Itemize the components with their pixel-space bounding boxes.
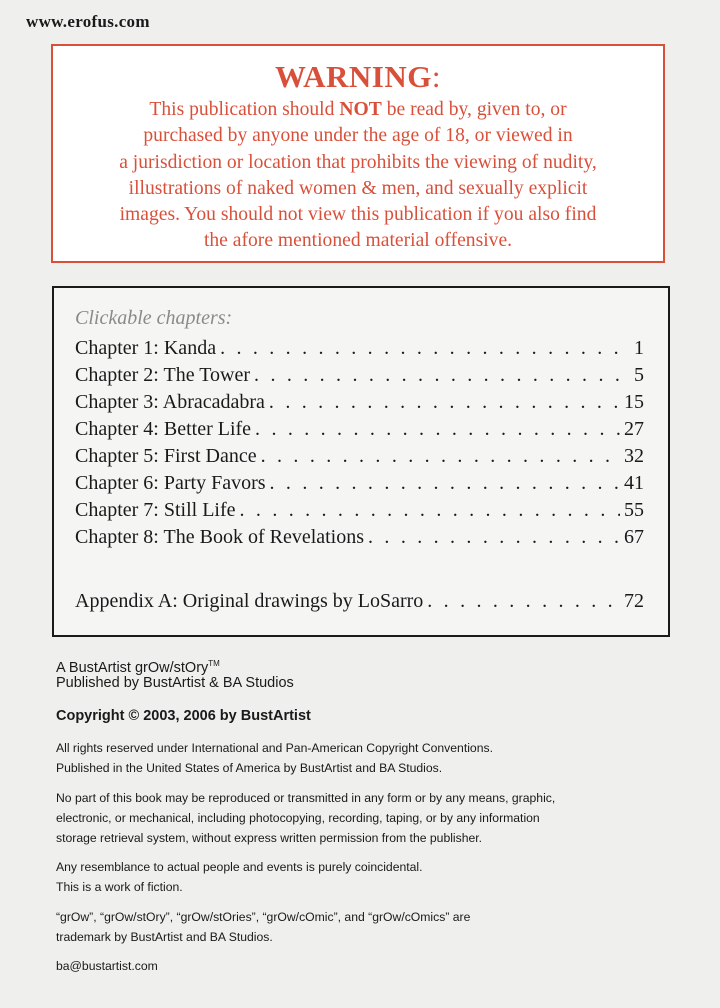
- toc-chapter-7-link[interactable]: [75, 499, 644, 522]
- toc-chapter-label: Chapter 2: The Tower: [75, 364, 251, 386]
- toc-chapter-label: Chapter 6: Party Favors: [75, 472, 266, 494]
- trademark-mark: TM: [208, 659, 220, 668]
- toc-leader-dots: [261, 445, 620, 468]
- toc-appendix-a-link[interactable]: [75, 590, 644, 613]
- warning-text: [53, 97, 663, 255]
- toc-chapter-4-link[interactable]: [75, 418, 644, 441]
- warning-line-1-bold: NOT: [339, 99, 382, 120]
- toc-leader-dots: [220, 337, 630, 360]
- toc-page-number: 55: [624, 499, 644, 521]
- warning-box: [51, 44, 665, 263]
- toc-appendix-label: Appendix A: Original drawings by LoSarro: [75, 590, 424, 612]
- reproduction-line-1: No part of this book may be reproduced or transmitted in any form or by any means, graphic,: [56, 791, 556, 805]
- toc-chapter-5-link[interactable]: [75, 445, 644, 468]
- toc-chapter-label: Chapter 3: Abracadabra: [75, 391, 265, 413]
- reproduction-line-3: storage retrieval system, without express written permission from the publisher.: [56, 831, 483, 845]
- warning-line-5: images. You should not view this publication if you also find: [119, 204, 597, 226]
- toc-page-number: 1: [634, 337, 644, 359]
- toc-leader-dots: [427, 590, 620, 613]
- toc-leader-dots: [270, 472, 620, 495]
- toc-leader-dots: [254, 364, 630, 387]
- warning-line-2: purchased by anyone under the age of 18, or viewed in: [143, 125, 573, 147]
- toc-leader-dots: [255, 418, 620, 441]
- warning-line-1-post: be read by, given to, or: [381, 99, 567, 120]
- warning-line-6: the afore mentioned material offensive.: [203, 230, 513, 252]
- toc-page-number: 41: [624, 472, 644, 494]
- warning-line-1: [53, 97, 663, 123]
- fiction-line-2: This is a work of fiction.: [56, 880, 183, 894]
- trademark-line-2: trademark by BustArtist and BA Studios.: [56, 930, 273, 944]
- toc-page-number: 15: [624, 391, 644, 413]
- toc-chapter-label: Chapter 7: Still Life: [75, 499, 236, 521]
- toc-chapter-label: Chapter 1: Kanda: [75, 337, 217, 359]
- toc-leader-dots: [269, 391, 620, 414]
- trademark-line-1: “grOw”, “grOw/stOry”, “grOw/stOries”, “grOw/cOmic”, and “grOw/cOmics” are: [56, 910, 471, 924]
- toc-chapter-2-link[interactable]: [75, 364, 644, 387]
- toc-chapter-label: Chapter 4: Better Life: [75, 418, 252, 440]
- toc-chapter-label: Chapter 8: The Book of Revelations: [75, 526, 365, 548]
- warning-title-text: WARNING: [275, 59, 432, 94]
- toc-leader-dots: [368, 526, 620, 549]
- table-of-contents: [52, 286, 670, 637]
- toc-chapter-3-link[interactable]: [75, 391, 644, 414]
- reproduction-line-2: electronic, or mechanical, including photocopying, recording, taping, or by any information: [56, 811, 540, 825]
- toc-page-number: 67: [624, 526, 644, 548]
- toc-chapter-1-link[interactable]: [75, 337, 644, 360]
- rights-line-1: All rights reserved under International and Pan-American Copyright Conventions.: [56, 741, 493, 755]
- toc-chapter-6-link[interactable]: [75, 472, 644, 495]
- warning-title-colon: :: [431, 59, 441, 94]
- toc-page-number: 72: [624, 590, 644, 612]
- toc-chapter-label: Chapter 5: First Dance: [75, 445, 257, 467]
- toc-chapter-8-link[interactable]: [75, 526, 644, 549]
- copyright-line: Copyright © 2003, 2006 by BustArtist: [56, 708, 311, 724]
- warning-line-4: illustrations of naked women & men, and sexually explicit: [128, 177, 588, 199]
- publisher-line: Published by BustArtist & BA Studios: [56, 675, 294, 691]
- toc-heading: Clickable chapters:: [75, 307, 233, 329]
- toc-page-number: 5: [634, 364, 644, 386]
- toc-leader-dots: [240, 499, 620, 522]
- series-line: A BustArtist grOw/stOry: [56, 659, 209, 676]
- toc-page-number: 32: [624, 445, 644, 467]
- warning-title: [53, 59, 663, 95]
- toc-page-number: 27: [624, 418, 644, 440]
- contact-email[interactable]: ba@bustartist.com: [56, 959, 158, 973]
- warning-line-3: a jurisdiction or location that prohibits the viewing of nudity,: [119, 151, 597, 173]
- fiction-line-1: Any resemblance to actual people and events is purely coincidental.: [56, 860, 423, 874]
- warning-line-1-pre: This publication should: [149, 99, 340, 120]
- rights-line-2: Published in the United States of America by BustArtist and BA Studios.: [56, 761, 443, 775]
- watermark: www.erofus.com: [26, 12, 150, 31]
